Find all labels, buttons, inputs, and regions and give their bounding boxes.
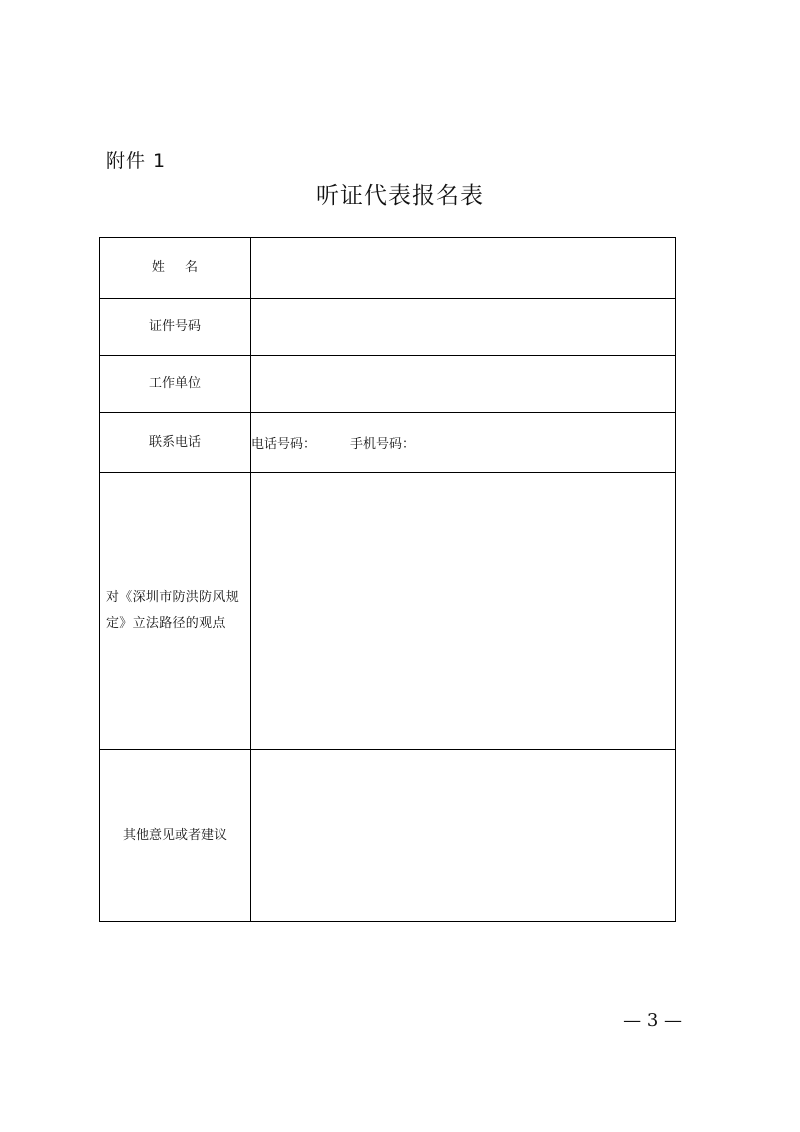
opinion-label-cell bbox=[100, 473, 251, 750]
form-title: 听证代表报名表 bbox=[316, 183, 484, 209]
work-unit-field[interactable] bbox=[251, 356, 676, 413]
other-suggestions-row bbox=[100, 750, 676, 922]
opinion-field[interactable] bbox=[251, 473, 676, 750]
work-unit-label: 工作单位 bbox=[148, 376, 201, 391]
page-number: — 3 — bbox=[623, 1010, 682, 1031]
id-number-label-cell bbox=[100, 299, 251, 356]
other-suggestions-label-cell bbox=[100, 750, 251, 922]
opinion-label: 对《深圳市防洪防风规定》立法路径的观点 bbox=[106, 590, 240, 631]
phone-number-label: 电话号码： bbox=[251, 437, 317, 452]
work-unit-row bbox=[100, 356, 676, 413]
id-number-row bbox=[100, 299, 676, 356]
name-field[interactable] bbox=[251, 238, 676, 299]
contact-label-cell bbox=[100, 413, 251, 473]
contact-row bbox=[100, 413, 676, 473]
registration-form-table bbox=[99, 237, 676, 922]
name-label-cell bbox=[100, 238, 251, 299]
contact-label: 联系电话 bbox=[148, 434, 201, 450]
name-label: 姓 名 bbox=[151, 260, 207, 275]
other-suggestions-field[interactable] bbox=[251, 750, 676, 922]
id-number-field[interactable] bbox=[251, 299, 676, 356]
name-row bbox=[100, 238, 676, 299]
mobile-number-label: 手机号码： bbox=[350, 437, 416, 452]
id-number-label: 证件号码 bbox=[148, 319, 201, 334]
contact-field[interactable] bbox=[251, 413, 676, 473]
opinion-row bbox=[100, 473, 676, 750]
other-suggestions-label: 其他意见或者建议 bbox=[122, 827, 227, 843]
work-unit-label-cell bbox=[100, 356, 251, 413]
attachment-label: 附件 1 bbox=[106, 150, 167, 172]
